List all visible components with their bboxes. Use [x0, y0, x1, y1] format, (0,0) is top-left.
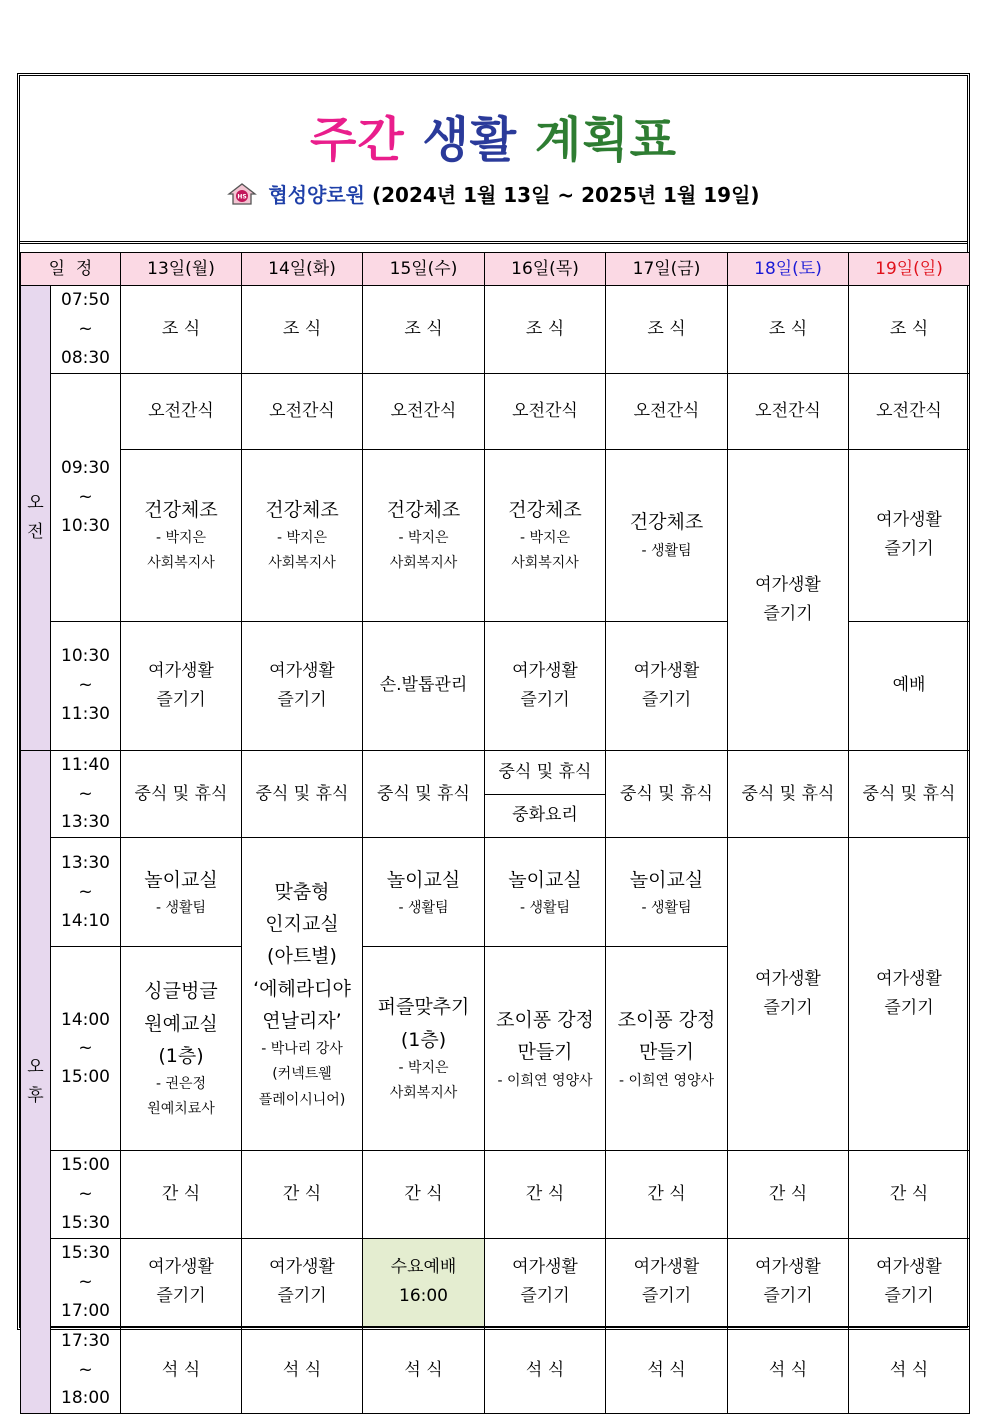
exercise-cell: 건강체조 - 박지은 사회복지사	[242, 449, 363, 621]
table-row	[21, 838, 970, 947]
leisure-cell: 여가생활 즐기기	[121, 621, 242, 750]
leisure-cell: 여가생활 즐기기	[121, 1239, 242, 1327]
lunch-cell: 중식 및 휴식	[728, 750, 849, 838]
title-word-2: 생활	[422, 112, 518, 168]
schedule-table	[20, 252, 970, 1414]
table-row	[21, 1151, 970, 1239]
lunch-cell: 중식 및 휴식	[242, 750, 363, 838]
lunch-cell: 중식 및 휴식	[849, 750, 970, 838]
header	[20, 76, 967, 244]
exercise-cell: 건강체조 - 박지은 사회복지사	[485, 449, 606, 621]
table-row	[21, 373, 970, 449]
nail-care-cell: 손.발톱관리	[363, 621, 485, 750]
breakfast-cell: 조 식	[363, 286, 485, 374]
leisure-cell: 여가생활 즐기기	[242, 621, 363, 750]
org-name: 협성양로원	[268, 183, 366, 207]
leisure-cell: 여가생활 즐기기	[242, 1239, 363, 1327]
breakfast-cell: 조 식	[242, 286, 363, 374]
title-word-1: 주간	[309, 112, 405, 168]
day-mon: 13일(월)	[121, 253, 242, 286]
exercise-cell: 건강체조 - 생활팀	[606, 449, 728, 621]
subtitle	[20, 180, 967, 210]
leisure-cell: 여가생활 즐기기	[849, 838, 970, 1151]
time-slot: 11:40 ~ 13:30	[51, 750, 121, 838]
am-snack-cell: 오전간식	[363, 373, 485, 449]
leisure-cell: 여가생활 즐기기	[849, 1239, 970, 1327]
time-slot: 14:00 ~ 15:00	[51, 947, 121, 1151]
period-am: 오 전	[21, 286, 51, 751]
wednesday-worship-cell: 수요예배 16:00	[363, 1239, 485, 1327]
time-slot: 17:30 ~ 18:00	[51, 1326, 121, 1414]
table-row	[21, 286, 970, 374]
snack-cell: 간 식	[363, 1151, 485, 1239]
snack-cell: 간 식	[606, 1151, 728, 1239]
am-snack-cell: 오전간식	[242, 373, 363, 449]
dinner-cell: 석 식	[606, 1326, 728, 1414]
table-row	[21, 449, 970, 621]
exercise-cell: 건강체조 - 박지은 사회복지사	[121, 449, 242, 621]
breakfast-cell: 조 식	[606, 286, 728, 374]
am-snack-cell: 오전간식	[121, 373, 242, 449]
day-tue: 14일(화)	[242, 253, 363, 286]
dinner-cell: 석 식	[849, 1326, 970, 1414]
time-slot: 07:50 ~ 08:30	[51, 286, 121, 374]
leisure-cell: 여가생활 즐기기	[606, 1239, 728, 1327]
craft-cell: 조이퐁 강정 만들기 - 이희연 영양사	[485, 947, 606, 1151]
breakfast-cell: 조 식	[485, 286, 606, 374]
time-slot: 10:30 ~ 11:30	[51, 621, 121, 750]
play-class-cell: 놀이교실 - 생활팀	[606, 838, 728, 947]
dinner-cell: 석 식	[242, 1326, 363, 1414]
svg-text:HS: HS	[237, 193, 248, 201]
lunch-cell: 중식 및 휴식	[606, 750, 728, 838]
dinner-cell: 석 식	[728, 1326, 849, 1414]
cooking-label: 중화요리	[485, 794, 605, 838]
snack-cell: 간 식	[121, 1151, 242, 1239]
lunch-label: 중식 및 휴식	[498, 761, 592, 782]
leisure-cell: 여가생활 즐기기	[485, 621, 606, 750]
exercise-cell: 건강체조 - 박지은 사회복지사	[363, 449, 485, 621]
time-slot: 09:30 ~ 10:30	[51, 373, 121, 621]
snack-cell: 간 식	[728, 1151, 849, 1239]
am-snack-cell: 오전간식	[485, 373, 606, 449]
title-word-3: 계획표	[534, 112, 678, 168]
time-slot: 13:30 ~ 14:10	[51, 838, 121, 947]
am-snack-cell: 오전간식	[728, 373, 849, 449]
breakfast-cell: 조 식	[728, 286, 849, 374]
am-snack-cell: 오전간식	[606, 373, 728, 449]
schedule-label: 일 정	[21, 253, 121, 286]
leisure-cell: 여가생활 즐기기	[728, 838, 849, 1151]
table-row	[21, 1239, 970, 1327]
craft-cell: 조이퐁 강정 만들기 - 이희연 영양사	[606, 947, 728, 1151]
play-class-cell: 놀이교실 - 생활팀	[363, 838, 485, 947]
day-fri: 17일(금)	[606, 253, 728, 286]
table-row	[21, 750, 970, 838]
play-class-cell: 놀이교실 - 생활팀	[121, 838, 242, 947]
snack-cell: 간 식	[242, 1151, 363, 1239]
lunch-cell: 중식 및 휴식	[363, 750, 485, 838]
dinner-cell: 석 식	[363, 1326, 485, 1414]
leisure-cell: 여가생활 즐기기	[485, 1239, 606, 1327]
snack-cell: 간 식	[485, 1151, 606, 1239]
breakfast-cell: 조 식	[121, 286, 242, 374]
day-sat: 18일(토)	[728, 253, 849, 286]
breakfast-cell: 조 식	[849, 286, 970, 374]
leisure-cell: 여가생활 즐기기	[849, 449, 970, 621]
date-range: (2024년 1월 13일 ~ 2025년 1월 19일)	[371, 183, 760, 207]
table-row	[21, 1326, 970, 1414]
gardening-class-cell: 싱글벙글 원예교실 (1층) - 권은정 원예치료사	[121, 947, 242, 1151]
day-sun: 19일(일)	[849, 253, 970, 286]
time-slot: 15:30 ~ 17:00	[51, 1239, 121, 1327]
period-pm: 오 후	[21, 750, 51, 1414]
cognition-class-cell: 맞춤형 인지교실 (아트별) ‘에헤라디야 연날리자’ - 박나리 강사 (커넥트웰 플레이시니어)	[242, 838, 363, 1151]
snack-cell: 간 식	[849, 1151, 970, 1239]
leisure-cell: 여가생활 즐기기	[728, 1239, 849, 1327]
puzzle-cell: 퍼즐맞추기 (1층) - 박지은 사회복지사	[363, 947, 485, 1151]
am-snack-cell: 오전간식	[849, 373, 970, 449]
org-logo-icon	[227, 182, 257, 206]
page-title	[20, 110, 967, 170]
day-wed: 15일(수)	[363, 253, 485, 286]
dinner-cell: 석 식	[121, 1326, 242, 1414]
day-thu: 16일(목)	[485, 253, 606, 286]
lunch-cell: 중식 및 휴식	[121, 750, 242, 838]
dinner-cell: 석 식	[485, 1326, 606, 1414]
time-slot: 15:00 ~ 15:30	[51, 1151, 121, 1239]
header-row	[21, 253, 970, 286]
play-class-cell: 놀이교실 - 생활팀	[485, 838, 606, 947]
leisure-cell: 여가생활 즐기기	[728, 449, 849, 750]
worship-cell: 예배	[849, 621, 970, 750]
leisure-cell: 여가생활 즐기기	[606, 621, 728, 750]
lunch-cooking-cell	[485, 750, 606, 838]
